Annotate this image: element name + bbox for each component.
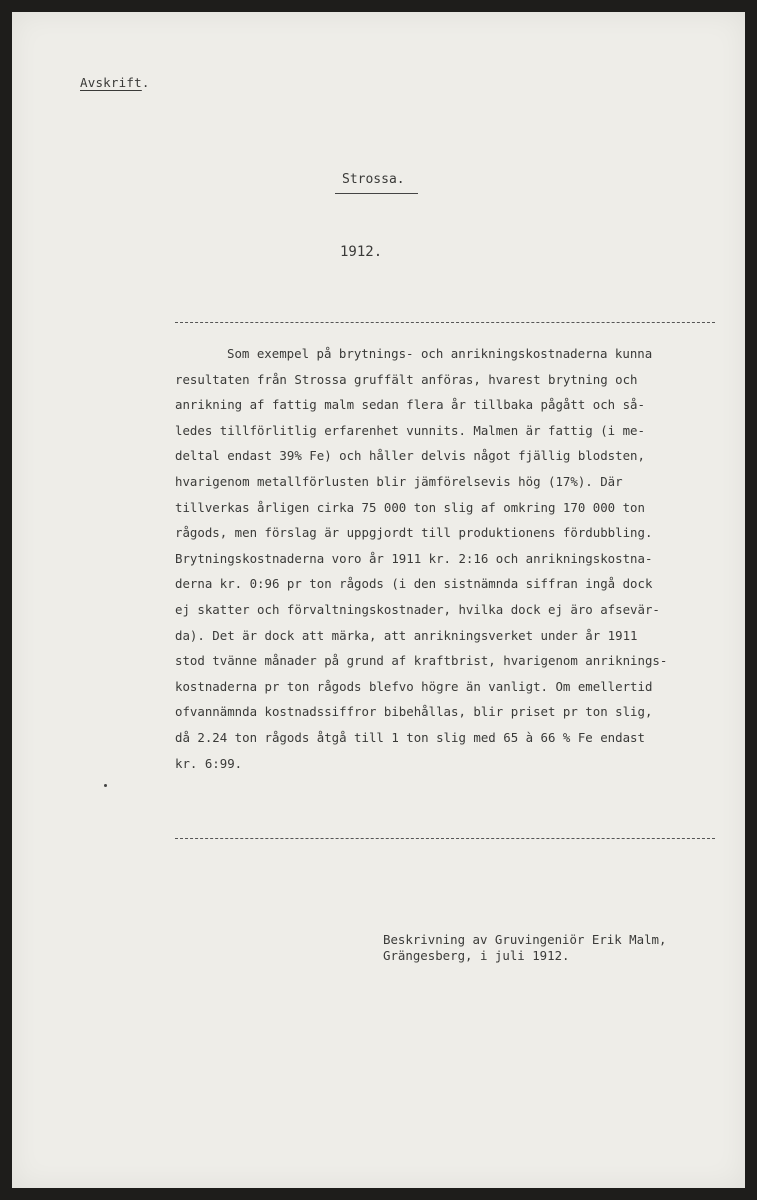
top-dashed-divider xyxy=(175,322,715,323)
body-line: ofvannämnda kostnadssiffror bibehållas, blir priset pr ton slig, xyxy=(175,704,653,720)
body-line: stod tvänne månader på grund af kraftbrist, hvarigenom anriknings- xyxy=(175,653,668,669)
body-line: ej skatter och förvaltningskostnader, hvilka dock ej äro afsevär- xyxy=(175,601,660,617)
header-label-text: Avskrift xyxy=(80,75,142,90)
signature-line: Beskrivning av Gruvingeniör Erik Malm, xyxy=(383,932,667,947)
document-title: Strossa. xyxy=(342,172,405,187)
body-line: tillverkas årligen cirka 75 000 ton slig af omkring 170 000 ton xyxy=(175,499,645,515)
body-line: då 2.24 ton rågods åtgå till 1 ton slig med 65 à 66 % Fe endast xyxy=(175,729,645,745)
body-line: Brytningskostnaderna voro år 1911 kr. 2:16 och anrikningskostna- xyxy=(175,550,653,566)
body-line: derna kr. 0:96 pr ton rågods (i den sistnämnda siffran ingå dock xyxy=(175,576,653,592)
document-page xyxy=(12,12,745,1188)
body-line: da). Det är dock att märka, att anrikningsverket under år 1911 xyxy=(175,627,638,643)
title-underline xyxy=(335,193,418,194)
body-line: Som exempel på brytnings- och anrikningskostnaderna kunna xyxy=(227,346,653,361)
document-year: 1912. xyxy=(340,244,383,260)
signature-line: Grängesberg, i juli 1912. xyxy=(383,948,570,963)
signature-block xyxy=(383,932,666,964)
body-line: rågods, men förslag är uppgjordt till produktionens fördubbling. xyxy=(175,525,653,541)
body-line: hvarigenom metallförlusten blir jämförelsevis hög (17%). Där xyxy=(175,473,623,489)
header-label-period: . xyxy=(141,75,150,90)
body-line: anrikning af fattig malm sedan flera år tillbaka pågått och så- xyxy=(175,397,645,413)
body-line: kr. 6:99. xyxy=(175,755,243,771)
body-line: deltal endast 39% Fe) och håller delvis något fjällig blodsten, xyxy=(175,448,645,464)
body-text xyxy=(175,341,740,776)
body-line: resultaten från Strossa gruffält anföras, hvarest brytning och xyxy=(175,371,638,387)
ink-speck xyxy=(104,784,107,787)
header-label xyxy=(80,75,150,90)
body-line: ledes tillförlitlig erfarenhet vunnits. Malmen är fattig (i me- xyxy=(175,422,645,438)
body-line: kostnaderna pr ton rågods blefvo högre än vanligt. Om emellertid xyxy=(175,678,653,694)
bottom-dashed-divider xyxy=(175,838,715,839)
